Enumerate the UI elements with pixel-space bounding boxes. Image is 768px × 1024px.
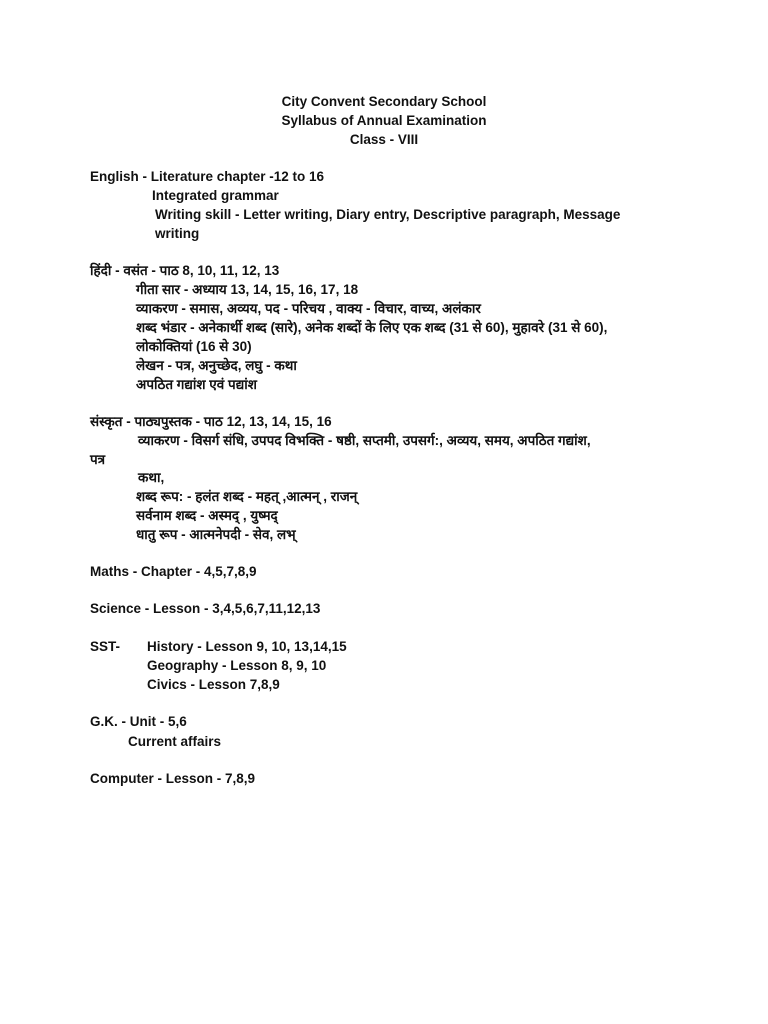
school-name: City Convent Secondary School xyxy=(281,94,487,109)
hindi-lekhan: लेखन - पत्र, अनुच्छेद, लघु - कथा xyxy=(136,358,297,373)
sst-civics: Civics - Lesson 7,8,9 xyxy=(147,677,280,692)
maths-line: Maths - Chapter - 4,5,7,8,9 xyxy=(90,564,257,579)
sanskrit-shabd-roop: शब्द रूप: - हलंत शब्द - महत् ,आत्मन् , राजन् xyxy=(136,489,358,504)
class-title: Class - VIII xyxy=(349,132,419,147)
sanskrit-sarvanaam: सर्वनाम शब्द - अस्मद् , युष्मद् xyxy=(136,508,278,523)
english-literature: English - Literature chapter -12 to 16 xyxy=(90,169,325,184)
sanskrit-katha: कथा, xyxy=(138,470,165,485)
sst-geography: Geography - Lesson 8, 9, 10 xyxy=(147,658,327,673)
hindi-lokoktiyan: लोकोक्तियां (16 से 30) xyxy=(136,339,252,354)
science-line: Science - Lesson - 3,4,5,6,7,11,12,13 xyxy=(90,601,321,616)
sanskrit-pathyapustak: संस्कृत - पाठ्यपुस्तक - पाठ 12, 13, 14, 15, 16 xyxy=(90,414,332,429)
sanskrit-vyakaran: व्याकरण - विसर्ग संधि, उपपद विभक्ति - षष्ठी, सप्तमी, उपसर्ग:, अव्यय, समय, अपठित गद्यांश, xyxy=(138,433,591,448)
sst-label: SST- xyxy=(90,639,121,654)
hindi-vasant: हिंदी - वसंत - पाठ 8, 10, 11, 12, 13 xyxy=(90,263,280,278)
computer-line: Computer - Lesson - 7,8,9 xyxy=(90,771,256,786)
gk-unit: G.K. - Unit - 5,6 xyxy=(90,714,187,729)
hindi-shabd-bhandar: शब्द भंडार - अनेकार्थी शब्द (सारे), अनेक शब्दों के लिए एक शब्द (31 से 60), मुहावरे (31 से 60), xyxy=(136,320,608,335)
english-writing-cont: writing xyxy=(155,226,200,241)
hindi-geeta-saar: गीता सार - अध्याय 13, 14, 15, 16, 17, 18 xyxy=(136,282,359,297)
sst-history: History - Lesson 9, 10, 13,14,15 xyxy=(147,639,347,654)
english-writing-skill: Writing skill - Letter writing, Diary entry, Descriptive paragraph, Message xyxy=(155,207,621,222)
english-grammar: Integrated grammar xyxy=(152,188,279,203)
hindi-apathit: अपठित गद्यांश एवं पद्यांश xyxy=(136,377,257,392)
syllabus-title: Syllabus of Annual Examination xyxy=(281,113,487,128)
gk-current-affairs: Current affairs xyxy=(128,734,222,749)
hindi-vyakaran: व्याकरण - समास, अव्यय, पद - परिचय , वाक्य - विचार, वाच्य, अलंकार xyxy=(136,301,481,316)
sanskrit-patra: पत्र xyxy=(90,452,106,467)
sanskrit-dhatu-roop: धातु रूप - आत्मनेपदी - सेव, लभ् xyxy=(136,527,296,542)
